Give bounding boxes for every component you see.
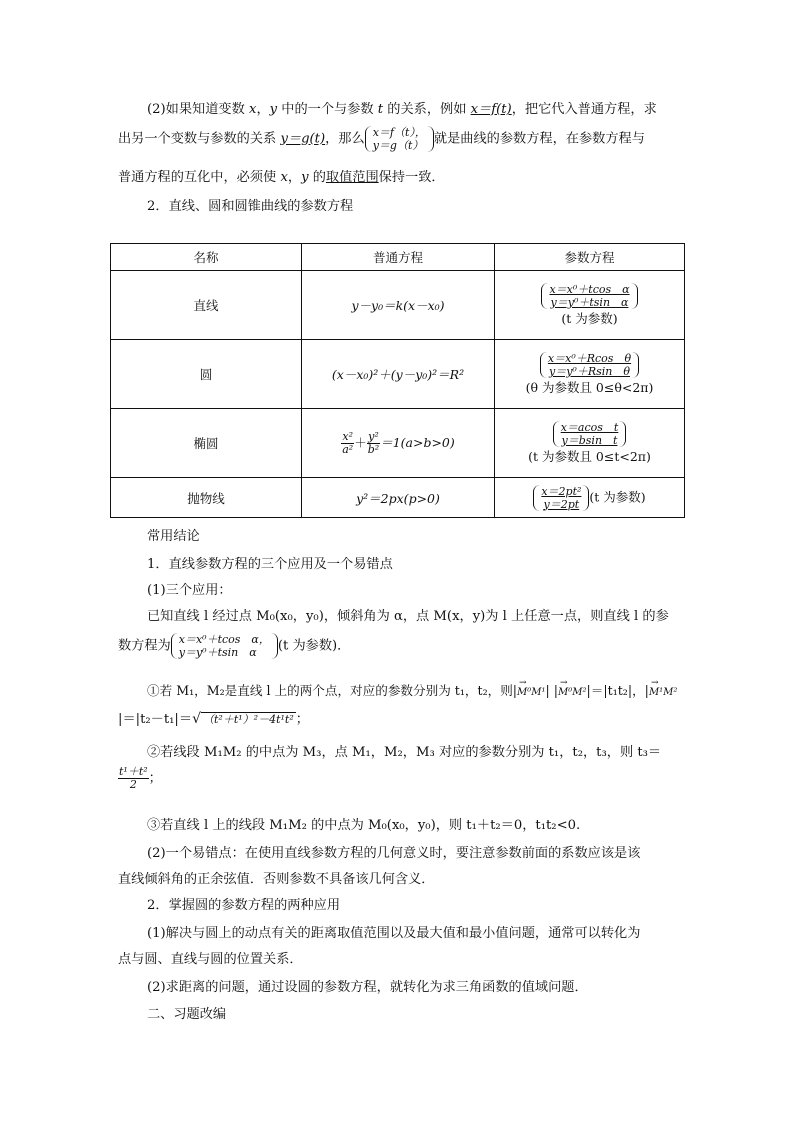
equation-system: x＝f（t）， y＝g（t）: [365, 126, 434, 152]
conclusion-item-1: ①若 M₁，M₂是直线 l 上的两个点，对应的参数分别为 t₁，t₂，则|→ M⁰M¹| |→ M⁰M²|＝|t₁t₂|，|→ M¹M²: [147, 680, 677, 699]
row-parametric: [495, 271, 685, 340]
row-name: 直线: [111, 271, 302, 340]
applications-title: (1)三个应用：: [147, 583, 232, 598]
equation-system: $\frac{\text{x＝acos t}}{\text{y＝bsin t}}$: [553, 421, 627, 447]
row-name: 圆: [111, 340, 302, 409]
para-line: 数方程为 x＝x⁰＋tcos α， y＝y⁰＋tsin α (t 为参数)．: [118, 633, 351, 659]
fraction: $\frac{\text{x²}}{\text{a²}}$: [342, 429, 354, 456]
underlined-formula: y＝g(t): [280, 131, 326, 147]
row-parametric: [495, 409, 685, 478]
param-note: (t 为参数): [589, 489, 646, 504]
text: 的: [308, 170, 326, 185]
table-row: [111, 340, 685, 409]
row-name: 椭圆: [111, 409, 302, 478]
row-ordinary: y²＝2px(p>0): [302, 478, 495, 518]
conclusion-item-2: ②若线段 M₁M₂ 的中点为 M₃，点 M₁，M₂，M₃ 对应的参数分别为 t₁，t₂，t₃，则 t₃＝: [147, 745, 662, 760]
conclusion-item-2-cont: $\frac{\text{t¹＋t²}}{2}$ ；: [119, 765, 162, 791]
vector: → M¹M²: [649, 687, 678, 698]
var: y: [301, 170, 309, 185]
var: x: [249, 102, 257, 117]
header-ordinary: 普通方程: [302, 244, 495, 271]
para-line-3: [118, 166, 445, 185]
para-line: 点与圆、直线与圆的位置关系．: [118, 952, 303, 967]
conclusions-heading: 常用结论: [147, 529, 200, 544]
table-row: [111, 271, 685, 340]
text: ，把它代入普通方程，求: [511, 102, 657, 117]
row-parametric: [495, 340, 685, 409]
table-row: [111, 409, 685, 478]
vector: → M⁰M¹: [517, 687, 546, 698]
equation-system: $\frac{\text{x＝x⁰＋Rcos θ}}{\text{y＝y⁰＋Rsin θ}}$: [540, 352, 639, 378]
row-name: 抛物线: [111, 478, 302, 518]
section-heading: 二、习题改编: [147, 1007, 227, 1022]
vector: → M⁰M²: [558, 687, 587, 698]
text: ，: [256, 102, 270, 117]
conclusion-2-title: 2．掌握圆的参数方程的两种应用: [147, 898, 341, 913]
text: 普通方程的互化中，必须使: [118, 170, 281, 185]
sqrt-expression: （t²＋t¹）²－4t¹t²: [203, 713, 294, 726]
para-line-1: [147, 98, 657, 117]
text: 就是曲线的参数方程，在参数方程与: [433, 131, 645, 147]
table-row: [111, 478, 685, 518]
para-line-2: [118, 126, 645, 152]
var: t: [377, 102, 384, 117]
var: y: [269, 102, 278, 117]
header-parametric: 参数方程: [495, 244, 685, 271]
text: 保持一致．: [378, 170, 445, 185]
fraction: $\frac{\text{t¹＋t²}}{2}$: [119, 765, 148, 791]
param-note: (t 为参数): [561, 311, 618, 326]
row-ordinary: y－y₀＝k(x－x₀): [302, 271, 495, 340]
row-ordinary: $\frac{\text{x²}}{\text{a²}}$ ＋ $\frac{\text{y²}}{\text{b²}}$ ＝1(a>b>0): [302, 409, 495, 478]
para-line: 已知直线 l 经过点 M₀(x₀，y₀)，倾斜角为 α，点 M(x，y)为 l 上任意一点，则直线 l 的参: [147, 609, 669, 624]
text: 的关系，例如: [383, 102, 471, 117]
row-ordinary: (x－x₀)²＋(y－y₀)²＝R²: [302, 340, 495, 409]
equation-system: $\frac{\text{x＝x⁰＋tcos α}}{\text{y＝y⁰＋tsin α}}$: [541, 283, 637, 309]
text: (2)如果知道变数: [147, 102, 249, 117]
table-header-row: [111, 244, 685, 271]
section-2-title: 2．直线、圆和圆锥曲线的参数方程: [147, 199, 354, 214]
para-line: (1)解决与圆上的动点有关的距离取值范围以及最大值和最小值问题，通常可以转化为: [147, 926, 641, 941]
param-note: (θ 为参数且 0≤θ<2π): [525, 380, 654, 395]
para-line: (2)求距离的问题，通过设圆的参数方程，就转化为求三角函数的值域问题．: [147, 980, 588, 995]
equation-system: x＝x⁰＋tcos α， y＝y⁰＋tsin α: [171, 633, 278, 659]
equation-system: $\frac{\text{x＝2pt²}}{y=2pt}$: [533, 485, 589, 511]
header-name: 名称: [111, 244, 302, 271]
fraction: $\frac{\text{y²}}{\text{b²}}$: [367, 429, 380, 456]
para-line: 直线倾斜角的正余弦值．否则参数不具备该几何含义．: [118, 872, 435, 887]
conclusion-item-1-cont: |＝|t₂－t₁|＝√ （t²＋t¹）²－4t¹t² ；: [118, 711, 309, 727]
para-line: (2)一个易错点：在使用直线参数方程的几何意义时，要注意参数前面的系数应该是该: [147, 846, 641, 861]
var: x: [280, 170, 288, 185]
underlined-term: 取值范围: [325, 170, 379, 185]
text: 出另一个变数与参数的关系: [118, 131, 281, 147]
parametric-equations-table: [110, 243, 685, 518]
param-note: (t 为参数且 0≤t<2π): [528, 449, 651, 464]
text: ，那么: [325, 131, 365, 147]
underlined-formula: x＝f(t): [470, 102, 512, 117]
row-parametric: [495, 478, 685, 518]
text: 中的一个与参数: [277, 102, 378, 117]
text: ，: [287, 170, 302, 185]
conclusion-1-title: 1．直线参数方程的三个应用及一个易错点: [147, 557, 393, 572]
conclusion-item-3: ③若直线 l 上的线段 M₁M₂ 的中点为 M₀(x₀，y₀)，则 t₁＋t₂＝0，t₁t₂<0.: [147, 818, 581, 833]
